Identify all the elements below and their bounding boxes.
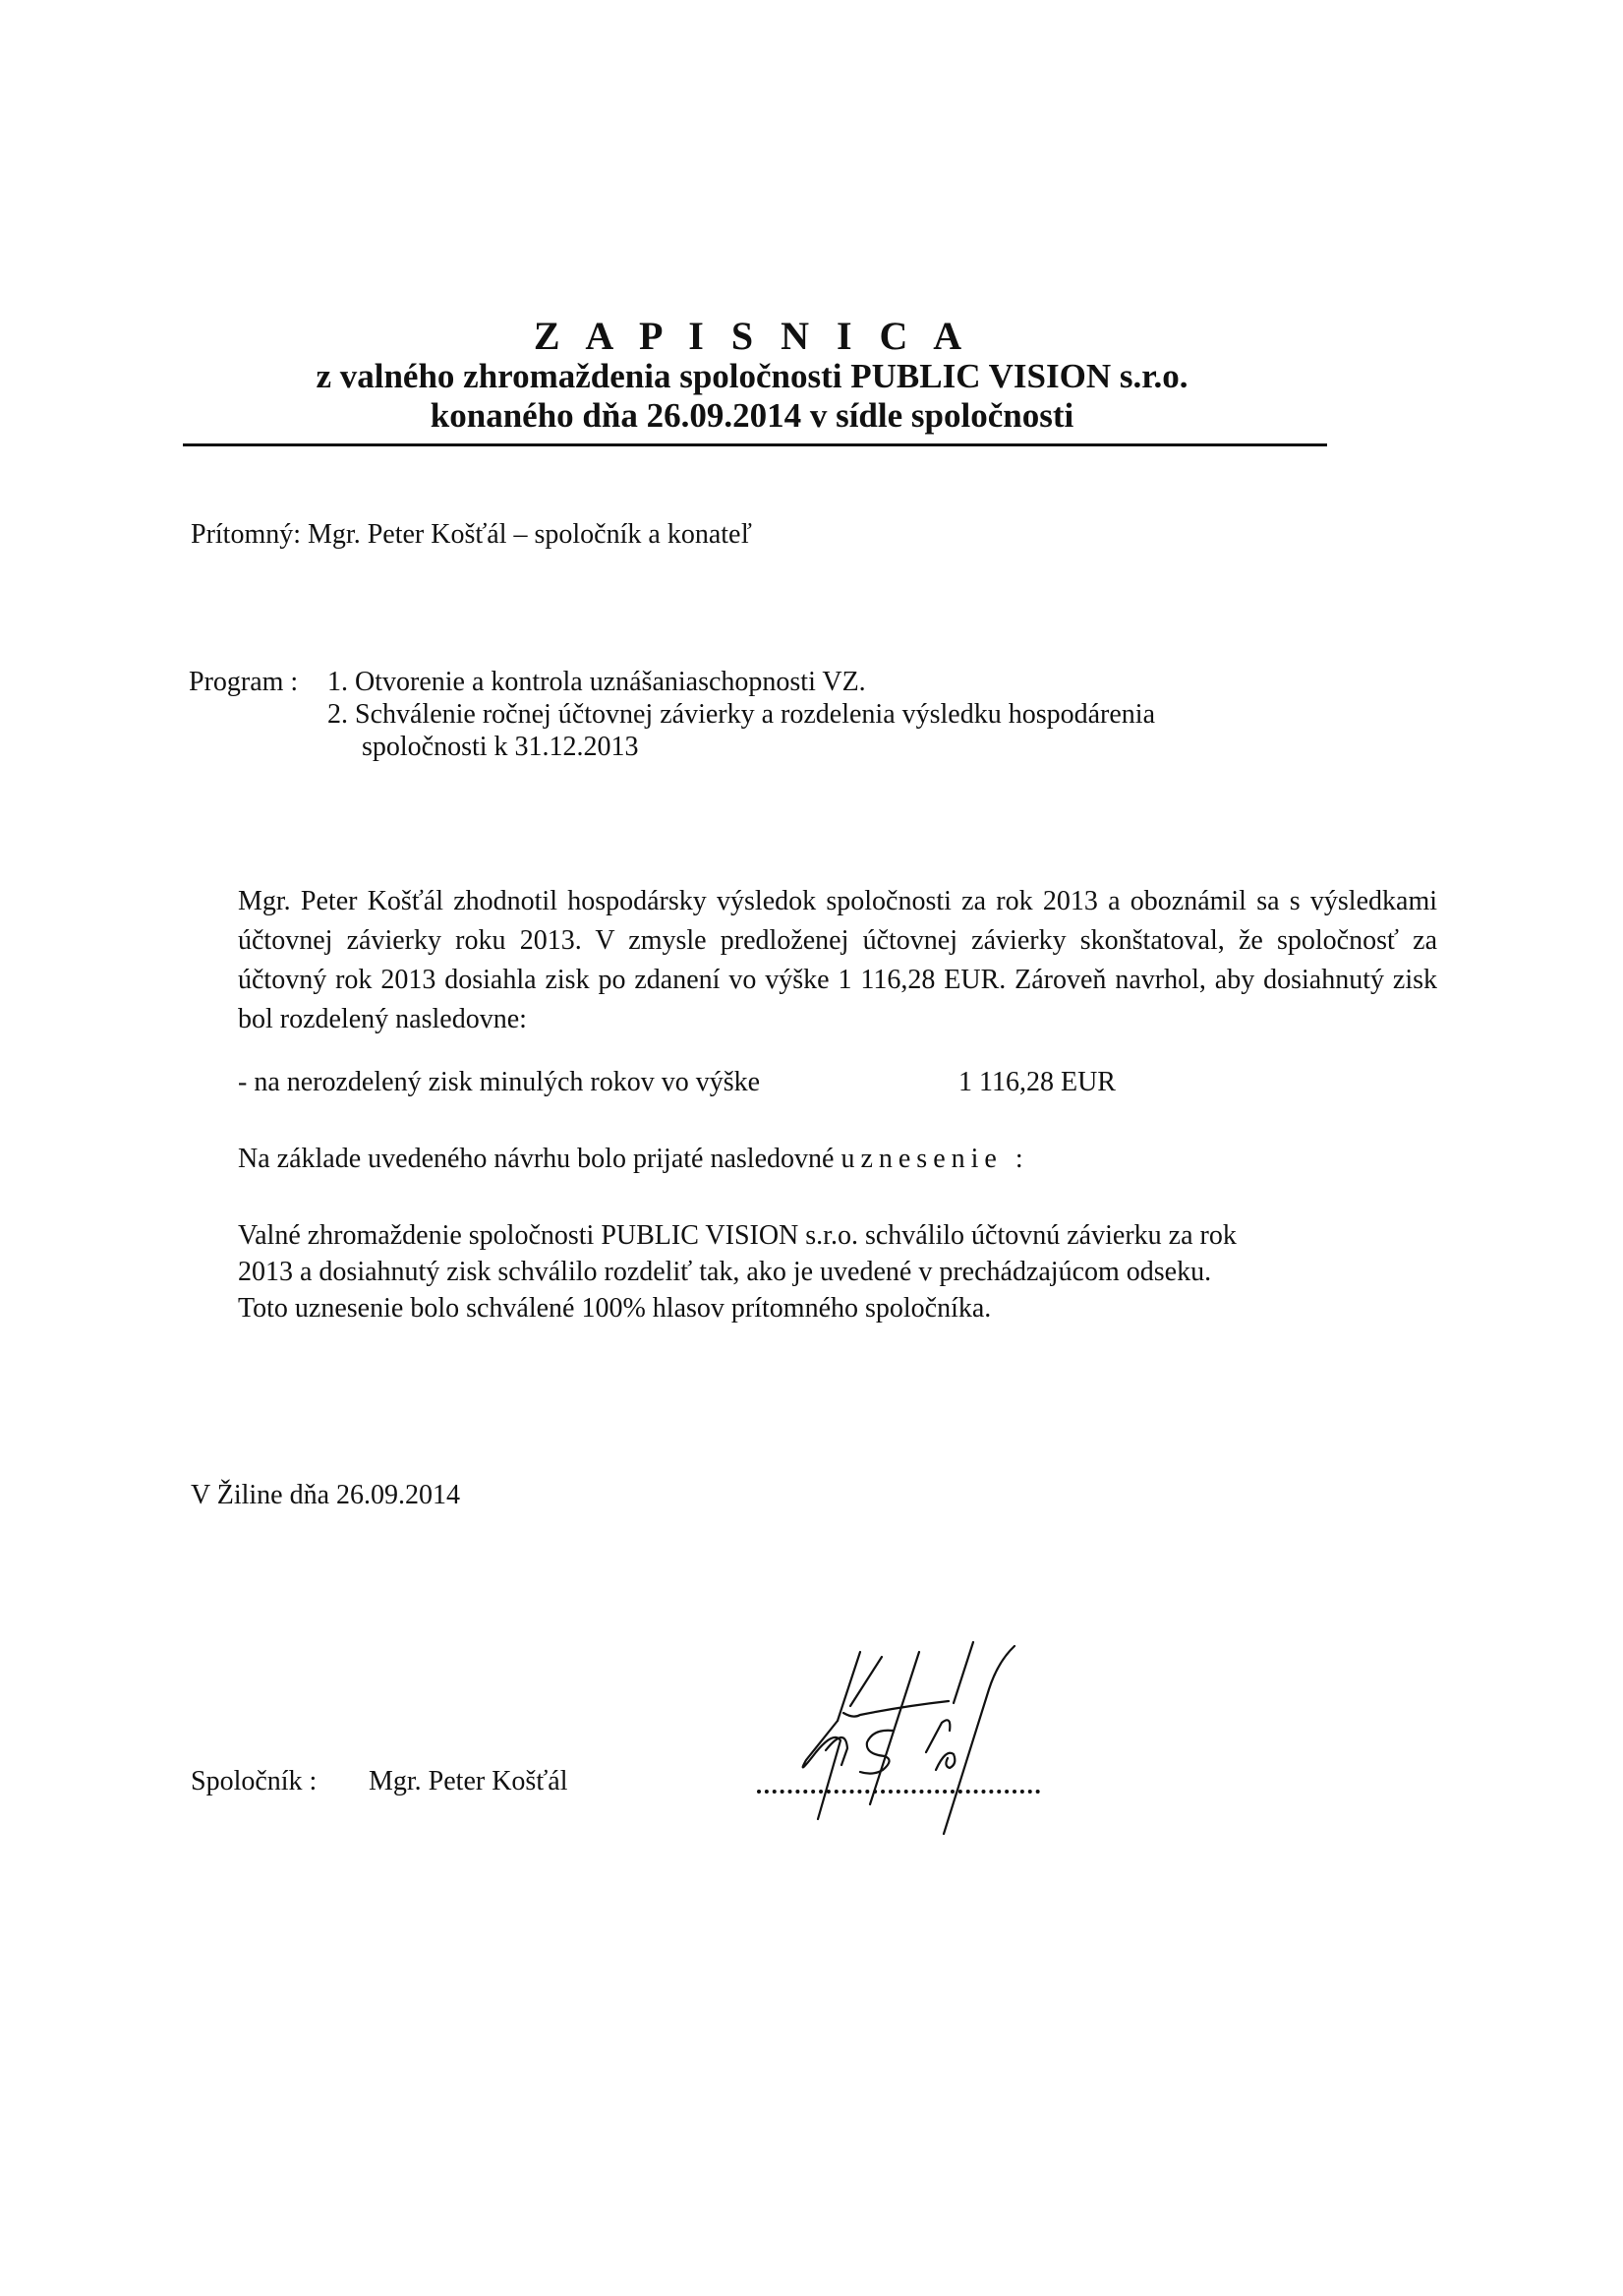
allocation-label: - na nerozdelený zisk minulých rokov vo výške <box>238 1067 761 1097</box>
handwritten-signature-icon <box>767 1632 1062 1839</box>
title-divider <box>183 443 1327 446</box>
resolution-line-2: 2013 a dosiahnutý zisk schválilo rozdeliť tak, ako je uvedené v prechádzajúcom odseku. <box>238 1257 1212 1287</box>
signatory-label: Spoločník : <box>191 1766 318 1796</box>
resolution-line-3: Toto uznesenie bolo schválené 100% hlasov prítomného spoločníka. <box>238 1293 992 1324</box>
document-subtitle-date: konaného dňa 26.09.2014 v sídle spoločnosti <box>430 396 1074 435</box>
resolution-intro-text: Na základe uvedeného návrhu bolo prijaté nasledovné <box>238 1144 841 1174</box>
place-and-date: V Žiline dňa 26.09.2014 <box>191 1480 461 1510</box>
document-subtitle-company: z valného zhromaždenia spoločnosti PUBLIC VISION s.r.o. <box>316 357 1188 395</box>
program-item-2-continued: spoločnosti k 31.12.2013 <box>362 732 639 762</box>
program-item-1: 1. Otvorenie a kontrola uznášaniaschopnosti VZ. <box>327 667 866 697</box>
resolution-intro <box>238 1144 1029 1175</box>
evaluation-paragraph: Mgr. Peter Košťál zhodnotil hospodársky výsledok spoločnosti za rok 2013 a oboznámil sa s výsledkami účtovnej závierky roku 2013. V zmysle predloženej účtovnej závierky skonštatoval, že spoločnosť za účtovný rok 2013 dosiahla zisk po zdanení vo výške 1 116,28 EUR. Zároveň navrhol, aby dosiahnutý zisk bol rozdelený nasledovne: <box>238 886 1437 1034</box>
resolution-text <box>238 1217 1457 1326</box>
document-title: Z A P I S N I C A <box>533 314 971 358</box>
signatory-name: Mgr. Peter Košťál <box>369 1766 568 1796</box>
attendance-line: Prítomný: Mgr. Peter Košťál – spoločník a konateľ <box>191 519 752 550</box>
resolution-line-1: Valné zhromaždenie spoločnosti PUBLIC VISION s.r.o. schválilo účtovnú závierku za rok <box>238 1220 1237 1251</box>
resolution-word: uznesenie : <box>840 1144 1029 1174</box>
program-label: Program : <box>189 667 299 697</box>
allocation-amount: 1 116,28 EUR <box>958 1067 1116 1097</box>
program-item-2: 2. Schválenie ročnej účtovnej závierky a rozdelenia výsledku hospodárenia <box>327 699 1156 730</box>
